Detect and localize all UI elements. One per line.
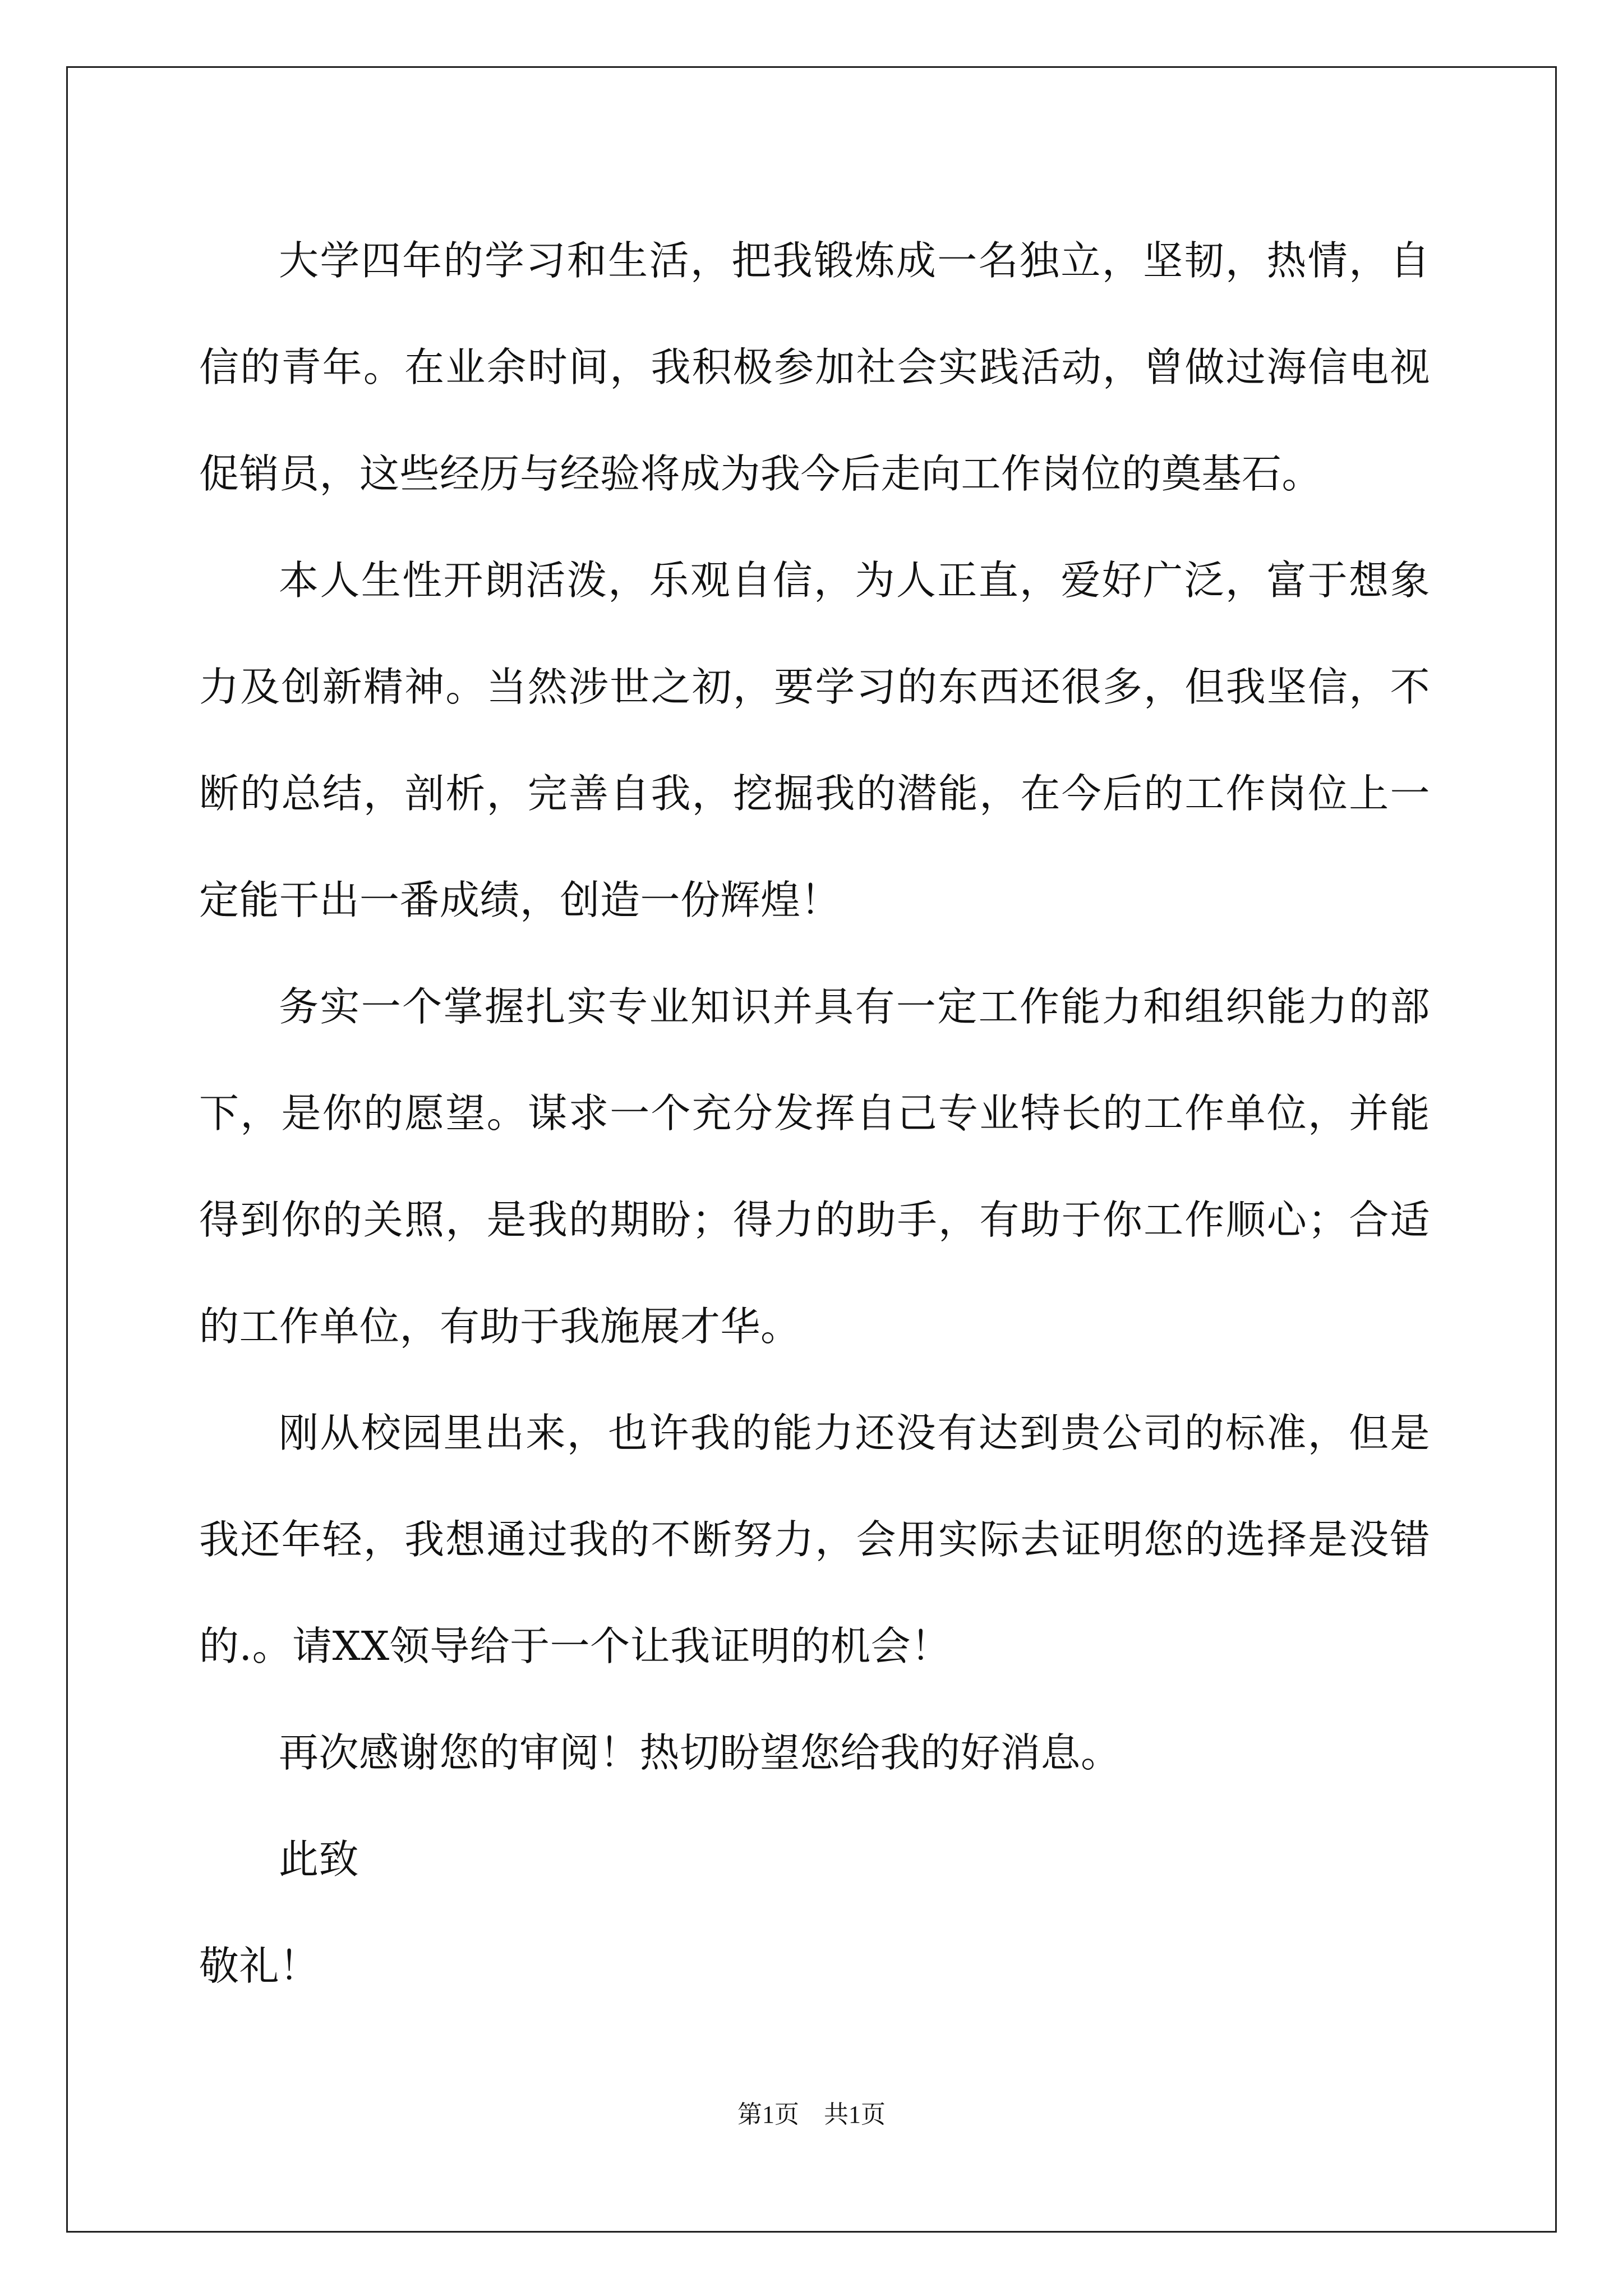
closing-line: 敬礼！ <box>199 1943 320 1989</box>
paragraph-2: 本人生性开朗活泼，乐观自信，为人正直，爱好广泛，富于想象力及创新精神。当然涉世之初，要学习的东西还很多，但我坚信，不断的总结，剖析，完善自我，挖掘我的潜能，在今后的工作岗位上一定能干出一番成绩，创造一份辉煌！ <box>199 557 1430 923</box>
page-footer <box>0 2098 1623 2132</box>
paragraph-3: 务实一个掌握扎实专业知识并具有一定工作能力和组织能力的部下，是你的愿望。谋求一个充分发挥自己专业特长的工作单位，并能得到你的关照，是我的期盼；得力的助手，有助于你工作顺心；合适的工作单位，有助于我施展才华。 <box>199 983 1430 1350</box>
paragraph-4: 刚从校园里出来，也许我的能力还没有达到贵公司的标准，但是我还年轻，我想通过我的不断努力，会用实际去证明您的选择是没错的.。请XX领导给于一个让我证明的机会！ <box>199 1410 1430 1669</box>
page-number: 第1页 <box>737 2101 799 2128</box>
salutation-line: 此致 <box>279 1836 359 1883</box>
letter-body <box>199 208 1430 2019</box>
paragraph-5: 再次感谢您的审阅！热切盼望您给我的好消息。 <box>279 1729 1121 1776</box>
page-total: 共1页 <box>824 2101 886 2128</box>
paragraph-1: 大学四年的学习和生活，把我锻炼成一名独立，坚韧，热情，自信的青年。在业余时间，我积极参加社会实践活动，曾做过海信电视促销员，这些经历与经验将成为我今后走向工作岗位的奠基石。 <box>199 237 1430 497</box>
